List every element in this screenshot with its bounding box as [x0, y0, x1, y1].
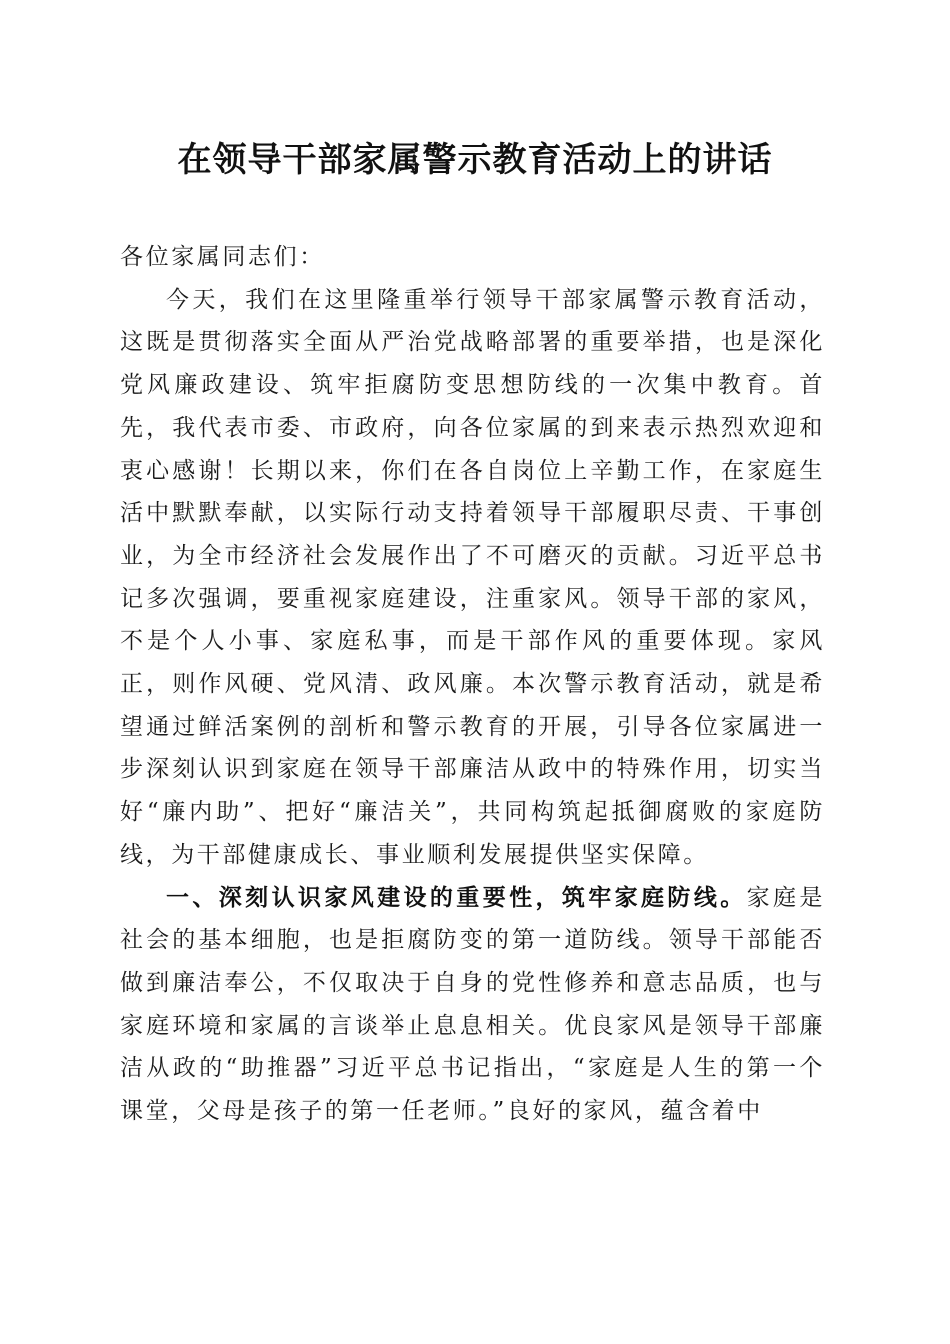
document-body [120, 236, 825, 1133]
section-1-heading: 一、深刻认识家风建设的重要性，筑牢家庭防线。 [166, 884, 747, 911]
salutation: 各位家属同志们： [120, 244, 325, 270]
document-title: 在领导干部家属警示教育活动上的讲话 [177, 140, 773, 180]
paragraph-opening: 今天，我们在这里隆重举行领导干部家属警示教育活动，这既是贯彻落实全面从严治党战略部署的重要举措，也是深化党风廉政建设、筑牢拒腐防变思想防线的一次集中教育。首先，我代表市委、市政府，向各位家属的到来表示热烈欢迎和衷心感谢！长期以来，你们在各自岗位上辛勤工作，在家庭生活中默默奉献，以实际行动支持着领导干部履职尽责、干事创业，为全市经济社会发展作出了不可磨灭的贡献。习近平总书记多次强调，要重视家庭建设，注重家风。领导干部的家风，不是个人小事、家庭私事，而是干部作风的重要体现。家风正，则作风硬、党风清、政风廉。本次警示教育活动，就是希望通过鲜活案例的剖析和警示教育的开展，引导各位家属进一步深刻认识到家庭在领导干部廉洁从政中的特殊作用，切实当好“廉内助”、把好“廉洁关”，共同构筑起抵御腐败的家庭防线，为干部健康成长、事业顺利发展提供坚实保障。 [120, 286, 825, 868]
section-1-text: 家庭是社会的基本细胞，也是拒腐防变的第一道防线。领导干部能否做到廉洁奉公，不仅取决于自身的党性修养和意志品质，也与家庭环境和家属的言谈举止息息相关。优良家风是领导干部廉洁从政的“助推器”习近平总书记指出，“家庭是人生的第一个课堂，父母是孩子的第一任老师。”良好的家风，蕴含着中 [120, 884, 825, 1125]
paragraph-section-1 [120, 877, 825, 1133]
